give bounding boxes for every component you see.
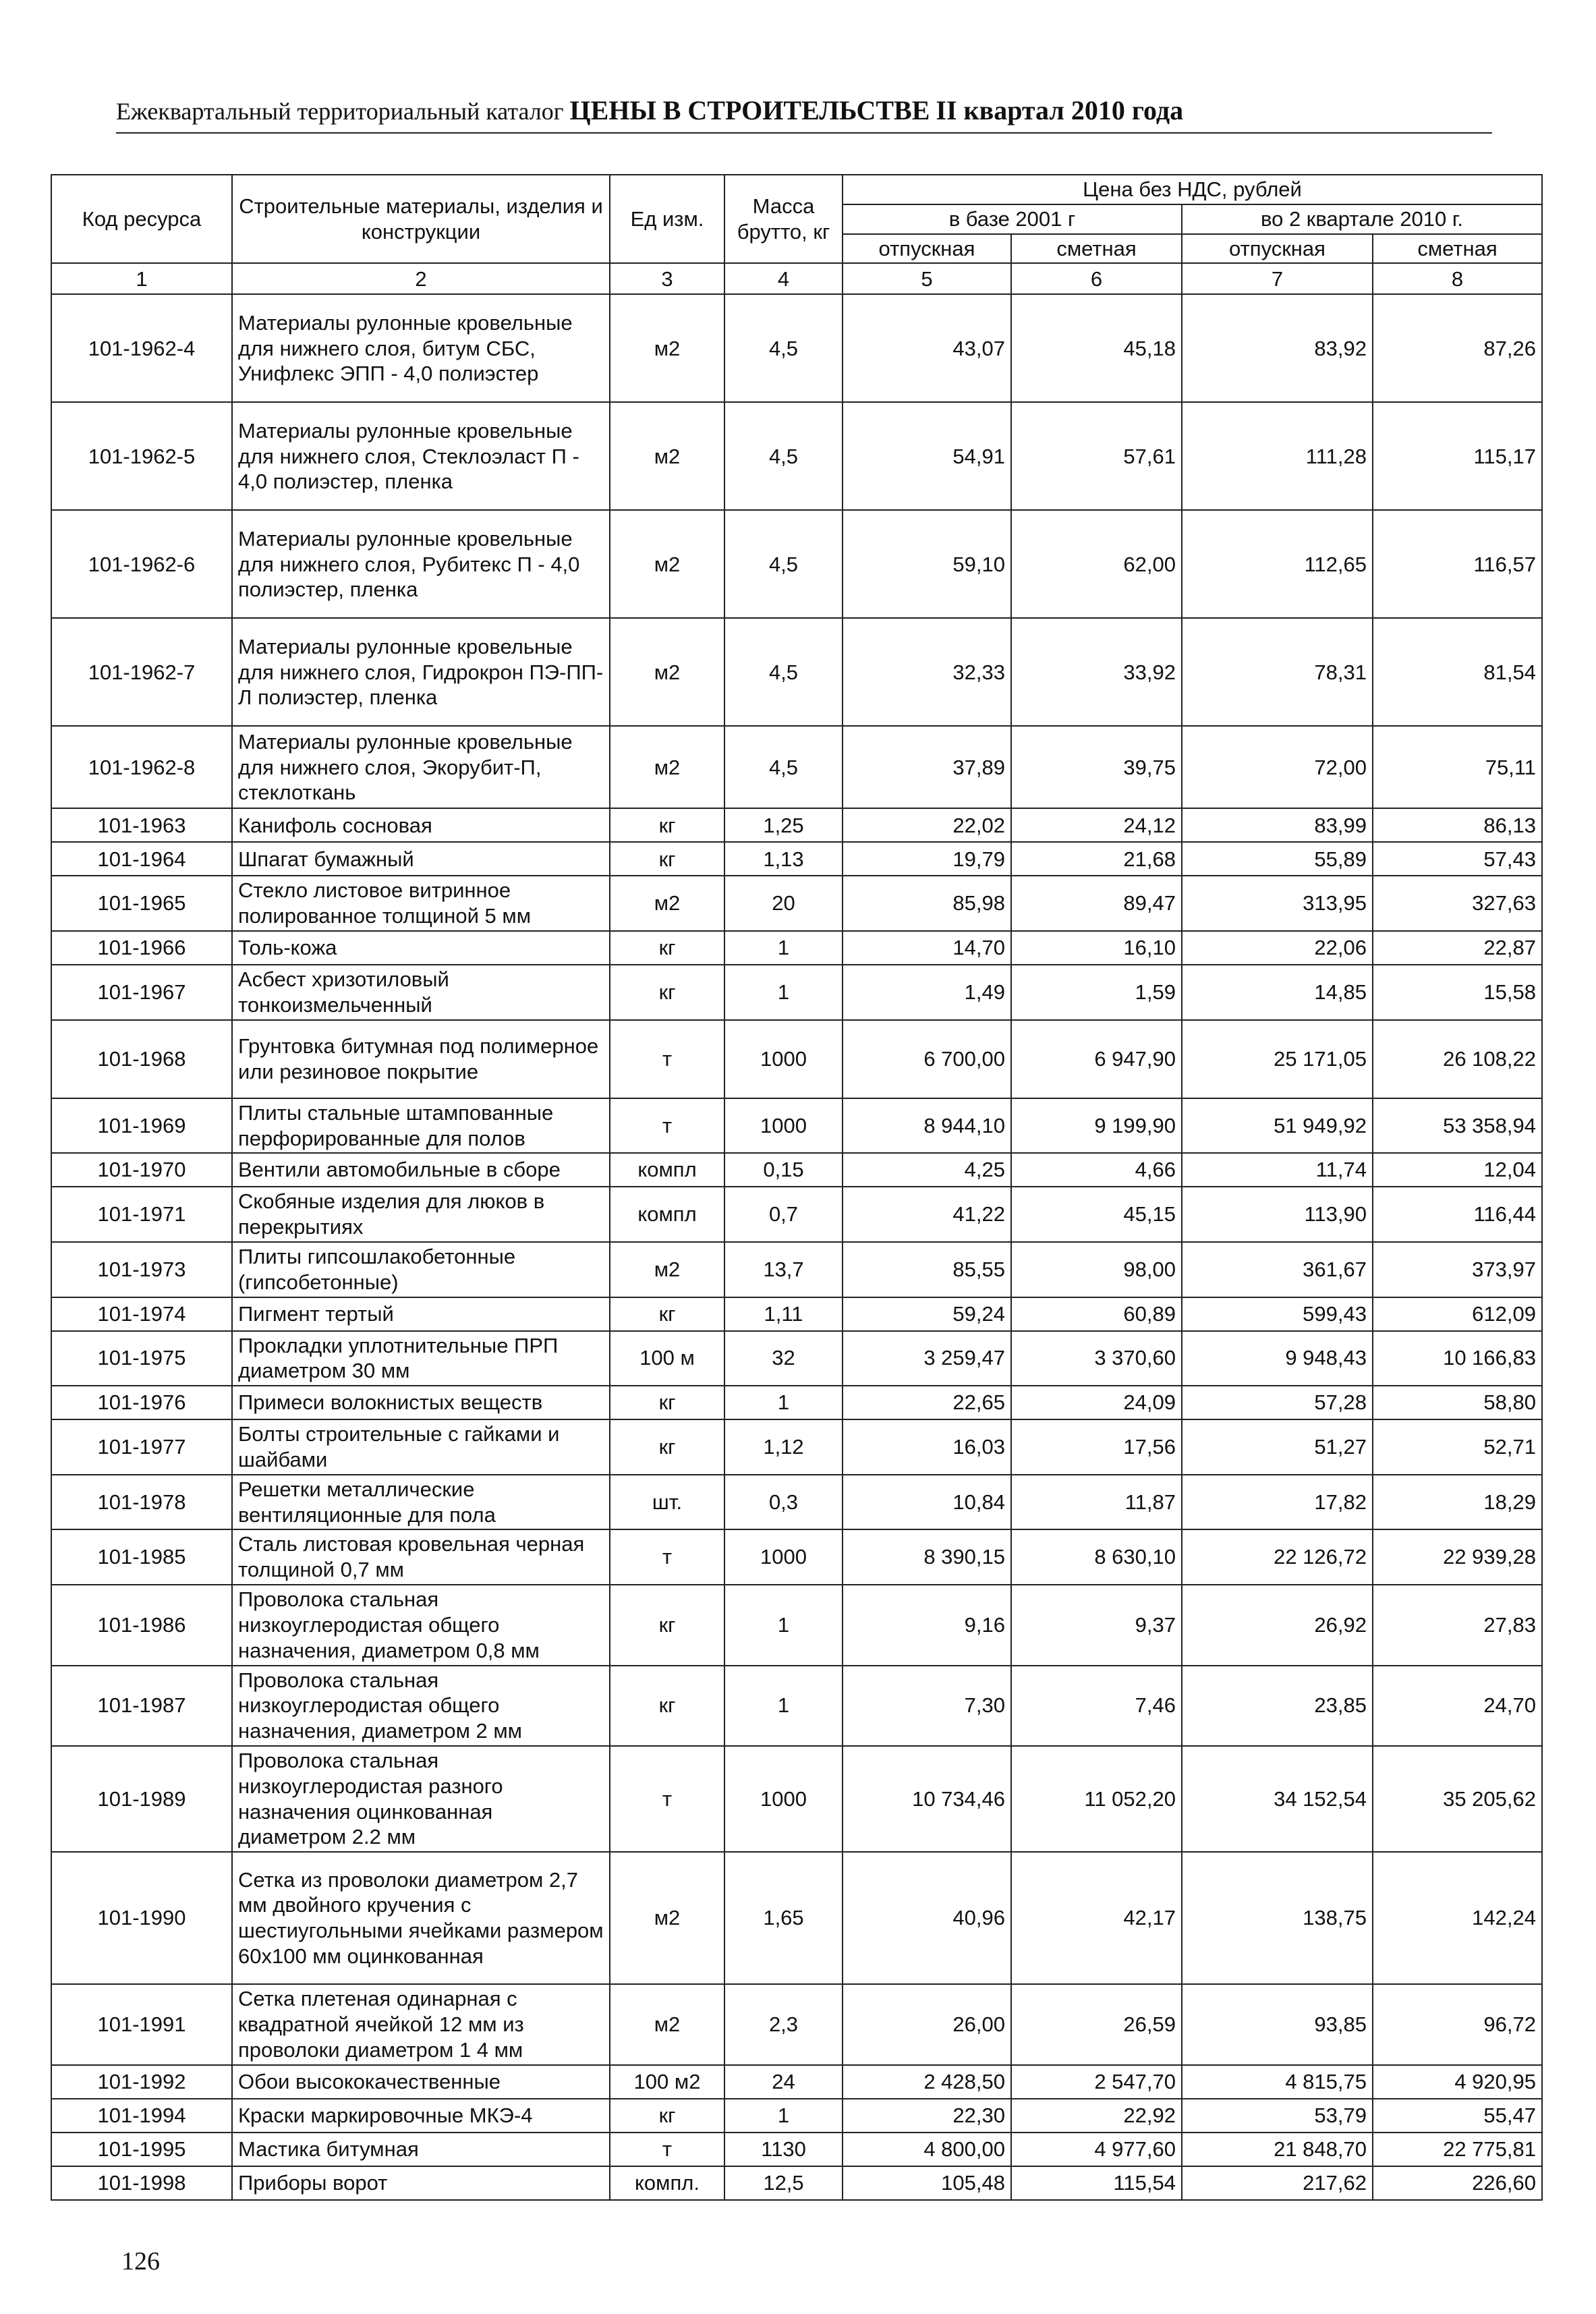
material-name: Материалы рулонные кровельные для нижнего слоя, Гидрокрон ПЭ-ПП-Л полиэстер, пленка xyxy=(232,618,610,726)
mass-cell: 13,7 xyxy=(724,1242,843,1297)
base-estimate-price: 26,59 xyxy=(1011,1984,1182,2064)
q-release-price: 112,65 xyxy=(1182,510,1373,618)
unit-cell: компл xyxy=(610,1187,724,1242)
mass-cell: 12,5 xyxy=(724,2166,843,2200)
mass-cell: 0,3 xyxy=(724,1475,843,1530)
resource-code: 101-1965 xyxy=(51,876,232,931)
material-name: Стекло листовое витринное полированное толщиной 5 мм xyxy=(232,876,610,931)
resource-code: 101-1973 xyxy=(51,1242,232,1297)
resource-code: 101-1971 xyxy=(51,1187,232,1242)
q-estimate-price: 27,83 xyxy=(1373,1585,1542,1665)
base-estimate-price: 21,68 xyxy=(1011,842,1182,876)
base-estimate-price: 24,09 xyxy=(1011,1386,1182,1419)
table-row xyxy=(51,2133,1542,2166)
resource-code: 101-1962-7 xyxy=(51,618,232,726)
q-release-price: 4 815,75 xyxy=(1182,2065,1373,2099)
q-estimate-price: 18,29 xyxy=(1373,1475,1542,1530)
q-estimate-price: 4 920,95 xyxy=(1373,2065,1542,2099)
mass-cell: 4,5 xyxy=(724,726,843,808)
mass-cell: 1 xyxy=(724,1666,843,1746)
q-release-price: 53,79 xyxy=(1182,2099,1373,2133)
table-row xyxy=(51,1984,1542,2064)
header-mass: Масса брутто, кг xyxy=(724,175,843,263)
table-row xyxy=(51,1098,1542,1154)
mass-cell: 1130 xyxy=(724,2133,843,2166)
mass-cell: 1 xyxy=(724,1386,843,1419)
base-release-price: 3 259,47 xyxy=(843,1331,1011,1386)
resource-code: 101-1962-6 xyxy=(51,510,232,618)
q-release-price: 22,06 xyxy=(1182,931,1373,965)
base-estimate-price: 4,66 xyxy=(1011,1153,1182,1187)
unit-cell: м2 xyxy=(610,1242,724,1297)
mass-cell: 32 xyxy=(724,1331,843,1386)
unit-cell: т xyxy=(610,1746,724,1852)
price-table xyxy=(51,174,1543,2201)
material-name: Материалы рулонные кровельные для нижнего слоя, Экорубит-П, стеклоткань xyxy=(232,726,610,808)
unit-cell: м2 xyxy=(610,294,724,402)
q-estimate-price: 115,17 xyxy=(1373,402,1542,510)
q-release-price: 9 948,43 xyxy=(1182,1331,1373,1386)
q-estimate-price: 96,72 xyxy=(1373,1984,1542,2064)
q-estimate-price: 15,58 xyxy=(1373,965,1542,1020)
q-release-price: 25 171,05 xyxy=(1182,1020,1373,1098)
q-release-price: 83,92 xyxy=(1182,294,1373,402)
material-name: Шпагат бумажный xyxy=(232,842,610,876)
unit-cell: т xyxy=(610,1020,724,1098)
q-estimate-price: 26 108,22 xyxy=(1373,1020,1542,1098)
q-release-price: 14,85 xyxy=(1182,965,1373,1020)
q-estimate-price: 116,57 xyxy=(1373,510,1542,618)
q-estimate-price: 373,97 xyxy=(1373,1242,1542,1297)
base-release-price: 32,33 xyxy=(843,618,1011,726)
mass-cell: 1,25 xyxy=(724,808,843,842)
q-release-price: 313,95 xyxy=(1182,876,1373,931)
table-row xyxy=(51,1529,1542,1585)
unit-cell: 100 м2 xyxy=(610,2065,724,2099)
mass-cell: 0,15 xyxy=(724,1153,843,1187)
base-release-price: 16,03 xyxy=(843,1419,1011,1475)
unit-cell: м2 xyxy=(610,1852,724,1984)
resource-code: 101-1964 xyxy=(51,842,232,876)
mass-cell: 0,7 xyxy=(724,1187,843,1242)
material-name: Решетки металлические вентиляционные для пола xyxy=(232,1475,610,1530)
unit-cell: м2 xyxy=(610,402,724,510)
resource-code: 101-1974 xyxy=(51,1297,232,1331)
table-row xyxy=(51,1585,1542,1665)
table-row xyxy=(51,2099,1542,2133)
material-name: Сетка плетеная одинарная с квадратной ячейкой 12 мм из проволоки диаметром 1 4 мм xyxy=(232,1984,610,2064)
table-row xyxy=(51,618,1542,726)
base-release-price: 10,84 xyxy=(843,1475,1011,1530)
unit-cell: м2 xyxy=(610,1984,724,2064)
unit-cell: т xyxy=(610,2133,724,2166)
q-estimate-price: 22 775,81 xyxy=(1373,2133,1542,2166)
mass-cell: 1,12 xyxy=(724,1419,843,1475)
table-row xyxy=(51,965,1542,1020)
material-name: Вентили автомобильные в сборе xyxy=(232,1153,610,1187)
resource-code: 101-1998 xyxy=(51,2166,232,2200)
q-release-price: 361,67 xyxy=(1182,1242,1373,1297)
resource-code: 101-1991 xyxy=(51,1984,232,2064)
q-estimate-price: 55,47 xyxy=(1373,2099,1542,2133)
base-release-price: 7,30 xyxy=(843,1666,1011,1746)
mass-cell: 4,5 xyxy=(724,618,843,726)
resource-code: 101-1969 xyxy=(51,1098,232,1154)
q-estimate-price: 226,60 xyxy=(1373,2166,1542,2200)
material-name: Сетка из проволоки диаметром 2,7 мм двойного кручения с шестиугольными ячейками размером 60х100 мм оцинкованная xyxy=(232,1852,610,1984)
base-estimate-price: 17,56 xyxy=(1011,1419,1182,1475)
q-release-price: 93,85 xyxy=(1182,1984,1373,2064)
q-estimate-price: 53 358,94 xyxy=(1373,1098,1542,1154)
unit-cell: шт. xyxy=(610,1475,724,1530)
material-name: Проволока стальная низкоуглеродистая общего назначения, диаметром 0,8 мм xyxy=(232,1585,610,1665)
q-estimate-price: 57,43 xyxy=(1373,842,1542,876)
resource-code: 101-1975 xyxy=(51,1331,232,1386)
unit-cell: кг xyxy=(610,931,724,965)
mass-cell: 1000 xyxy=(724,1746,843,1852)
resource-code: 101-1994 xyxy=(51,2099,232,2133)
unit-cell: м2 xyxy=(610,510,724,618)
base-estimate-price: 16,10 xyxy=(1011,931,1182,965)
q-release-price: 26,92 xyxy=(1182,1585,1373,1665)
header-base-release: отпускная xyxy=(843,234,1011,264)
material-name: Проволока стальная низкоуглеродистая разного назначения оцинкованная диаметром 2.2 мм xyxy=(232,1746,610,1852)
resource-code: 101-1985 xyxy=(51,1529,232,1585)
unit-cell: кг xyxy=(610,1419,724,1475)
q-release-price: 51 949,92 xyxy=(1182,1098,1373,1154)
column-number: 7 xyxy=(1182,263,1373,294)
base-release-price: 43,07 xyxy=(843,294,1011,402)
mass-cell: 1000 xyxy=(724,1529,843,1585)
mass-cell: 1,65 xyxy=(724,1852,843,1984)
header-prefix: Ежеквартальный территориальный каталог xyxy=(116,98,564,125)
unit-cell: кг xyxy=(610,808,724,842)
base-release-price: 85,55 xyxy=(843,1242,1011,1297)
column-number: 1 xyxy=(51,263,232,294)
q-estimate-price: 58,80 xyxy=(1373,1386,1542,1419)
table-row xyxy=(51,1297,1542,1331)
table-row xyxy=(51,808,1542,842)
resource-code: 101-1968 xyxy=(51,1020,232,1098)
column-number: 2 xyxy=(232,263,610,294)
q-estimate-price: 87,26 xyxy=(1373,294,1542,402)
base-estimate-price: 33,92 xyxy=(1011,618,1182,726)
resource-code: 101-1990 xyxy=(51,1852,232,1984)
unit-cell: компл. xyxy=(610,2166,724,2200)
resource-code: 101-1977 xyxy=(51,1419,232,1475)
table-row xyxy=(51,1331,1542,1386)
base-estimate-price: 9 199,90 xyxy=(1011,1098,1182,1154)
base-estimate-price: 115,54 xyxy=(1011,2166,1182,2200)
header-unit: Ед изм. xyxy=(610,175,724,263)
resource-code: 101-1976 xyxy=(51,1386,232,1419)
material-name: Асбест хризотиловый тонкоизмельченный xyxy=(232,965,610,1020)
header-price: Цена без НДС, рублей xyxy=(843,175,1542,204)
header-base-estimate: сметная xyxy=(1011,234,1182,264)
base-release-price: 22,65 xyxy=(843,1386,1011,1419)
q-estimate-price: 52,71 xyxy=(1373,1419,1542,1475)
q-release-price: 55,89 xyxy=(1182,842,1373,876)
q-estimate-price: 12,04 xyxy=(1373,1153,1542,1187)
material-name: Скобяные изделия для люков в перекрытиях xyxy=(232,1187,610,1242)
mass-cell: 1 xyxy=(724,2099,843,2133)
base-estimate-price: 4 977,60 xyxy=(1011,2133,1182,2166)
mass-cell: 20 xyxy=(724,876,843,931)
unit-cell: кг xyxy=(610,965,724,1020)
table-row xyxy=(51,1242,1542,1297)
base-release-price: 54,91 xyxy=(843,402,1011,510)
header-code: Код ресурса xyxy=(51,175,232,263)
page-number: 126 xyxy=(121,2247,160,2276)
base-release-price: 59,10 xyxy=(843,510,1011,618)
material-name: Мастика битумная xyxy=(232,2133,610,2166)
q-release-price: 78,31 xyxy=(1182,618,1373,726)
unit-cell: кг xyxy=(610,842,724,876)
table-row xyxy=(51,876,1542,931)
q-estimate-price: 75,11 xyxy=(1373,726,1542,808)
base-estimate-price: 45,15 xyxy=(1011,1187,1182,1242)
base-release-price: 1,49 xyxy=(843,965,1011,1020)
base-estimate-price: 6 947,90 xyxy=(1011,1020,1182,1098)
resource-code: 101-1995 xyxy=(51,2133,232,2166)
table-row xyxy=(51,1187,1542,1242)
material-name: Краски маркировочные МКЭ-4 xyxy=(232,2099,610,2133)
material-name: Плиты стальные штампованные перфорированные для полов xyxy=(232,1098,610,1154)
base-estimate-price: 42,17 xyxy=(1011,1852,1182,1984)
material-name: Прокладки уплотнительные ПРП диаметром 30 мм xyxy=(232,1331,610,1386)
material-name: Пигмент тертый xyxy=(232,1297,610,1331)
mass-cell: 4,5 xyxy=(724,294,843,402)
q-release-price: 22 126,72 xyxy=(1182,1529,1373,1585)
q-estimate-price: 142,24 xyxy=(1373,1852,1542,1984)
base-release-price: 4 800,00 xyxy=(843,2133,1011,2166)
base-estimate-price: 22,92 xyxy=(1011,2099,1182,2133)
table-row xyxy=(51,1852,1542,1984)
resource-code: 101-1962-8 xyxy=(51,726,232,808)
base-estimate-price: 24,12 xyxy=(1011,808,1182,842)
base-estimate-price: 89,47 xyxy=(1011,876,1182,931)
q-estimate-price: 612,09 xyxy=(1373,1297,1542,1331)
table-row xyxy=(51,1386,1542,1419)
base-release-price: 8 390,15 xyxy=(843,1529,1011,1585)
base-estimate-price: 57,61 xyxy=(1011,402,1182,510)
column-numbers-row xyxy=(51,263,1542,294)
resource-code: 101-1963 xyxy=(51,808,232,842)
q-estimate-price: 116,44 xyxy=(1373,1187,1542,1242)
base-estimate-price: 2 547,70 xyxy=(1011,2065,1182,2099)
mass-cell: 1000 xyxy=(724,1020,843,1098)
unit-cell: кг xyxy=(610,1585,724,1665)
base-estimate-price: 98,00 xyxy=(1011,1242,1182,1297)
base-estimate-price: 62,00 xyxy=(1011,510,1182,618)
material-name: Болты строительные с гайками и шайбами xyxy=(232,1419,610,1475)
resource-code: 101-1992 xyxy=(51,2065,232,2099)
material-name: Плиты гипсошлакобетонные (гипсобетонные) xyxy=(232,1242,610,1297)
mass-cell: 1,13 xyxy=(724,842,843,876)
base-release-price: 59,24 xyxy=(843,1297,1011,1331)
q-release-price: 599,43 xyxy=(1182,1297,1373,1331)
catalog-title: ЦЕНЫ В СТРОИТЕЛЬСТВЕ xyxy=(569,95,930,125)
base-estimate-price: 3 370,60 xyxy=(1011,1331,1182,1386)
base-estimate-price: 1,59 xyxy=(1011,965,1182,1020)
mass-cell: 1 xyxy=(724,965,843,1020)
resource-code: 101-1986 xyxy=(51,1585,232,1665)
header-rule xyxy=(116,132,1492,134)
base-release-price: 22,30 xyxy=(843,2099,1011,2133)
base-release-price: 19,79 xyxy=(843,842,1011,876)
material-name: Приборы ворот xyxy=(232,2166,610,2200)
column-number: 8 xyxy=(1373,263,1542,294)
material-name: Проволока стальная низкоуглеродистая общего назначения, диаметром 2 мм xyxy=(232,1666,610,1746)
q-estimate-price: 35 205,62 xyxy=(1373,1746,1542,1852)
table-row xyxy=(51,1020,1542,1098)
material-name: Материалы рулонные кровельные для нижнего слоя, битум СБС, Унифлекс ЭПП - 4,0 полиэстер xyxy=(232,294,610,402)
mass-cell: 2,3 xyxy=(724,1984,843,2064)
base-release-price: 105,48 xyxy=(843,2166,1011,2200)
table-row xyxy=(51,2166,1542,2200)
q-release-price: 57,28 xyxy=(1182,1386,1373,1419)
q-estimate-price: 86,13 xyxy=(1373,808,1542,842)
unit-cell: т xyxy=(610,1098,724,1154)
base-release-price: 6 700,00 xyxy=(843,1020,1011,1098)
base-estimate-price: 11,87 xyxy=(1011,1475,1182,1530)
column-number: 5 xyxy=(843,263,1011,294)
unit-cell: т xyxy=(610,1529,724,1585)
table-row xyxy=(51,1666,1542,1746)
base-release-price: 9,16 xyxy=(843,1585,1011,1665)
q-release-price: 51,27 xyxy=(1182,1419,1373,1475)
base-release-price: 37,89 xyxy=(843,726,1011,808)
q-release-price: 72,00 xyxy=(1182,726,1373,808)
material-name: Грунтовка битумная под полимерное или резиновое покрытие xyxy=(232,1020,610,1098)
material-name: Канифоль сосновая xyxy=(232,808,610,842)
resource-code: 101-1987 xyxy=(51,1666,232,1746)
material-name: Примеси волокнистых веществ xyxy=(232,1386,610,1419)
table-row xyxy=(51,510,1542,618)
base-estimate-price: 8 630,10 xyxy=(1011,1529,1182,1585)
q-estimate-price: 81,54 xyxy=(1373,618,1542,726)
page-header xyxy=(116,94,1492,127)
table-row xyxy=(51,1419,1542,1475)
base-release-price: 85,98 xyxy=(843,876,1011,931)
resource-code: 101-1967 xyxy=(51,965,232,1020)
q-estimate-price: 24,70 xyxy=(1373,1666,1542,1746)
base-estimate-price: 11 052,20 xyxy=(1011,1746,1182,1852)
catalog-period: II квартал 2010 года xyxy=(936,95,1184,125)
unit-cell: компл xyxy=(610,1153,724,1187)
base-release-price: 4,25 xyxy=(843,1153,1011,1187)
q-release-price: 23,85 xyxy=(1182,1666,1373,1746)
table-row xyxy=(51,1153,1542,1187)
header-materials: Строительные материалы, изделия и конструкции xyxy=(232,175,610,263)
unit-cell: м2 xyxy=(610,618,724,726)
resource-code: 101-1962-4 xyxy=(51,294,232,402)
q-release-price: 21 848,70 xyxy=(1182,2133,1373,2166)
column-number: 6 xyxy=(1011,263,1182,294)
q-release-price: 217,62 xyxy=(1182,2166,1373,2200)
unit-cell: кг xyxy=(610,1386,724,1419)
q-estimate-price: 22 939,28 xyxy=(1373,1529,1542,1585)
column-number: 3 xyxy=(610,263,724,294)
base-release-price: 26,00 xyxy=(843,1984,1011,2064)
table-body xyxy=(51,294,1542,2199)
base-release-price: 41,22 xyxy=(843,1187,1011,1242)
q-release-price: 11,74 xyxy=(1182,1153,1373,1187)
base-estimate-price: 7,46 xyxy=(1011,1666,1182,1746)
header-q-estimate: сметная xyxy=(1373,234,1542,264)
q-release-price: 113,90 xyxy=(1182,1187,1373,1242)
resource-code: 101-1978 xyxy=(51,1475,232,1530)
base-release-price: 40,96 xyxy=(843,1852,1011,1984)
unit-cell: м2 xyxy=(610,726,724,808)
unit-cell: м2 xyxy=(610,876,724,931)
q-release-price: 138,75 xyxy=(1182,1852,1373,1984)
unit-cell: 100 м xyxy=(610,1331,724,1386)
base-release-price: 10 734,46 xyxy=(843,1746,1011,1852)
base-estimate-price: 45,18 xyxy=(1011,294,1182,402)
material-name: Материалы рулонные кровельные для нижнего слоя, Рубитекс П - 4,0 полиэстер, пленка xyxy=(232,510,610,618)
resource-code: 101-1989 xyxy=(51,1746,232,1852)
material-name: Сталь листовая кровельная черная толщиной 0,7 мм xyxy=(232,1529,610,1585)
header-q-release: отпускная xyxy=(1182,234,1373,264)
base-release-price: 14,70 xyxy=(843,931,1011,965)
table-row xyxy=(51,842,1542,876)
base-release-price: 8 944,10 xyxy=(843,1098,1011,1154)
mass-cell: 1 xyxy=(724,931,843,965)
base-release-price: 2 428,50 xyxy=(843,2065,1011,2099)
q-estimate-price: 22,87 xyxy=(1373,931,1542,965)
unit-cell: кг xyxy=(610,1666,724,1746)
column-number: 4 xyxy=(724,263,843,294)
q-estimate-price: 10 166,83 xyxy=(1373,1331,1542,1386)
mass-cell: 4,5 xyxy=(724,510,843,618)
unit-cell: кг xyxy=(610,2099,724,2133)
resource-code: 101-1970 xyxy=(51,1153,232,1187)
q-release-price: 111,28 xyxy=(1182,402,1373,510)
q-estimate-price: 327,63 xyxy=(1373,876,1542,931)
table-row xyxy=(51,726,1542,808)
table-row xyxy=(51,1475,1542,1530)
base-estimate-price: 39,75 xyxy=(1011,726,1182,808)
q-release-price: 34 152,54 xyxy=(1182,1746,1373,1852)
q-release-price: 83,99 xyxy=(1182,808,1373,842)
resource-code: 101-1966 xyxy=(51,931,232,965)
header-row-1 xyxy=(51,175,1542,204)
base-estimate-price: 60,89 xyxy=(1011,1297,1182,1331)
mass-cell: 1000 xyxy=(724,1098,843,1154)
header-q2-2010: во 2 квартале 2010 г. xyxy=(1182,204,1542,234)
mass-cell: 4,5 xyxy=(724,402,843,510)
unit-cell: кг xyxy=(610,1297,724,1331)
base-estimate-price: 9,37 xyxy=(1011,1585,1182,1665)
material-name: Толь-кожа xyxy=(232,931,610,965)
header-base-2001: в базе 2001 г xyxy=(843,204,1182,234)
mass-cell: 24 xyxy=(724,2065,843,2099)
material-name: Материалы рулонные кровельные для нижнего слоя, Стеклоэласт П - 4,0 полиэстер, пленка xyxy=(232,402,610,510)
q-release-price: 17,82 xyxy=(1182,1475,1373,1530)
mass-cell: 1 xyxy=(724,1585,843,1665)
resource-code: 101-1962-5 xyxy=(51,402,232,510)
table-row xyxy=(51,294,1542,402)
base-release-price: 22,02 xyxy=(843,808,1011,842)
table-row xyxy=(51,1746,1542,1852)
table-row xyxy=(51,2065,1542,2099)
table-row xyxy=(51,931,1542,965)
table-row xyxy=(51,402,1542,510)
mass-cell: 1,11 xyxy=(724,1297,843,1331)
material-name: Обои высококачественные xyxy=(232,2065,610,2099)
